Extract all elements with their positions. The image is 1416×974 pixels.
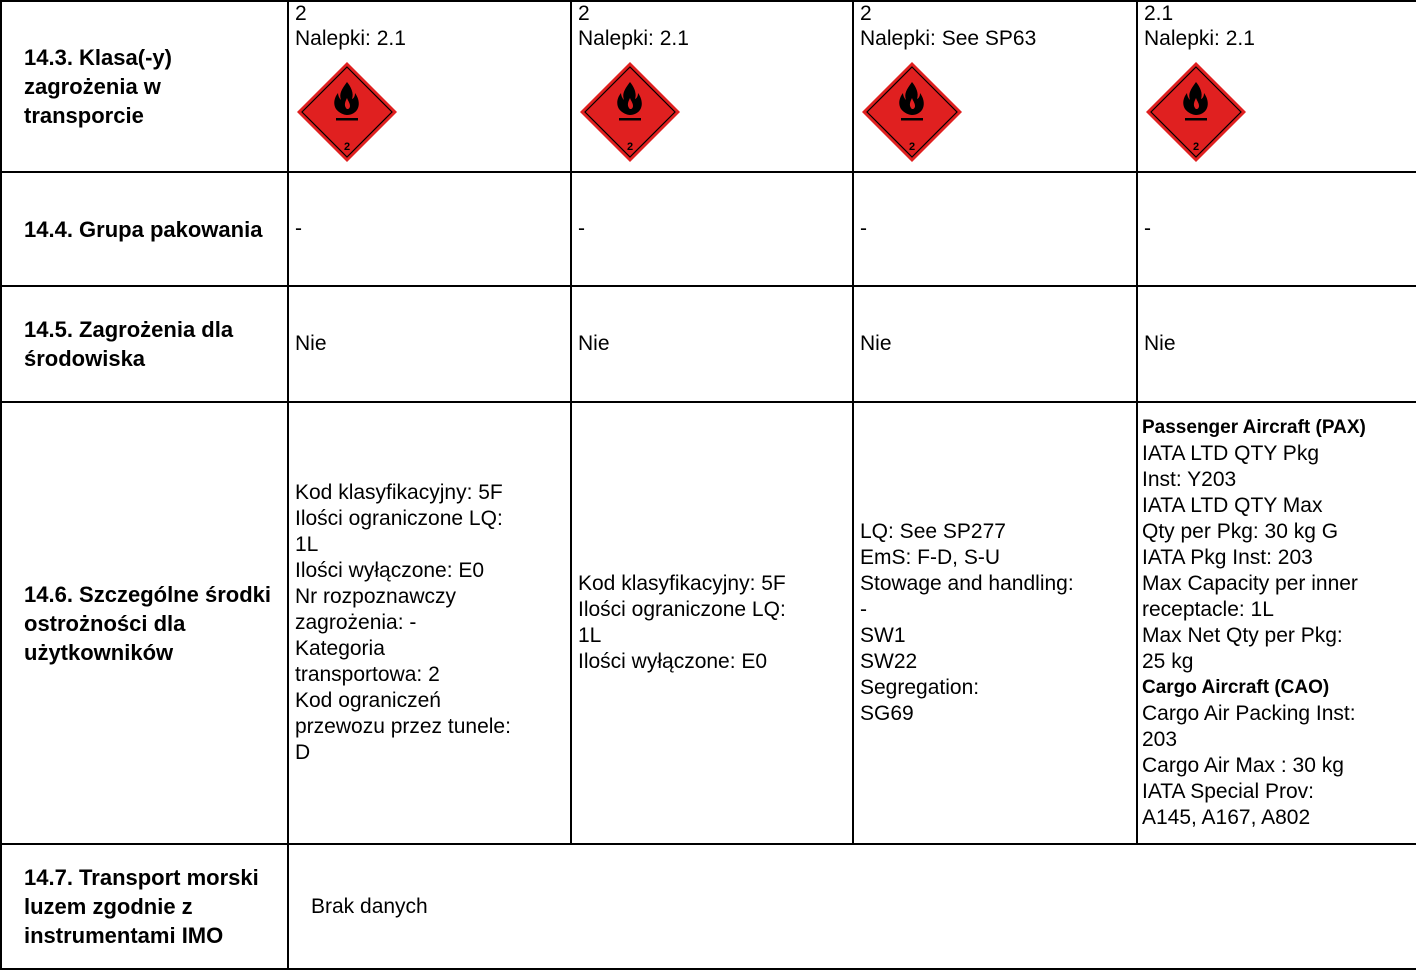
text-line: IATA LTD QTY Max	[1142, 494, 1323, 517]
text-line: 25 kg	[1142, 650, 1194, 673]
labels-value: Nalepki: 2.1	[578, 27, 689, 50]
bulk-transport-value	[288, 844, 1416, 969]
row-environmental-hazards	[1, 286, 1416, 402]
text-line: A145, A167, A802	[1142, 806, 1311, 829]
text-line: EmS: F-D, S-U	[860, 546, 1000, 569]
special-precautions-col1	[288, 402, 571, 844]
text-line: Kod klasyfikacyjny: 5F	[295, 481, 503, 504]
class-value: 2.1	[1144, 2, 1174, 25]
text-line: Kod klasyfikacyjny: 5F	[578, 572, 786, 595]
text-line: 1L	[578, 624, 602, 647]
text-line: Max Capacity per inner	[1142, 572, 1358, 595]
environmental-hazards-label: 14.5. Zagrożenia dla środowiska	[1, 286, 288, 402]
text-line: -	[860, 598, 867, 621]
environmental-hazards-value: Nie	[853, 286, 1137, 402]
text-line: 203	[1142, 728, 1178, 751]
hazard-class-cell	[1137, 1, 1416, 172]
text-line: Segregation:	[860, 676, 980, 699]
text-line: D	[295, 741, 311, 764]
text-line: Kategoria	[295, 637, 385, 660]
text-line: IATA Special Prov:	[1142, 780, 1314, 803]
text-line: zagrożenia: -	[295, 611, 417, 634]
text-line: Ilości wyłączone: E0	[295, 559, 485, 582]
labels-value: Nalepki: 2.1	[295, 27, 406, 50]
flame-base	[901, 118, 923, 121]
text-line: transportowa: 2	[295, 663, 440, 686]
hazard-class-cell	[571, 1, 853, 172]
text-line: SG69	[860, 702, 914, 725]
row-bulk-transport	[1, 844, 1416, 969]
class-value: 2	[295, 2, 307, 25]
hazard-class-cell	[288, 1, 571, 172]
environmental-hazards-value: Nie	[1137, 286, 1416, 402]
flame-base	[1185, 118, 1207, 121]
packing-group-value: -	[853, 172, 1137, 286]
row-special-precautions	[1, 402, 1416, 844]
text-line: SW22	[860, 650, 918, 673]
flammable-gas-diamond-icon	[295, 60, 399, 164]
flammable-gas-diamond-icon	[578, 60, 682, 164]
cao-heading: Cargo Aircraft (CAO)	[1142, 677, 1330, 698]
special-precautions-col2	[571, 402, 853, 844]
flammable-gas-diamond-icon	[860, 60, 964, 164]
flammable-gas-diamond-icon	[1144, 60, 1248, 164]
class-value: 2	[578, 2, 590, 25]
hazard-class-label: 14.3. Klasa(-y) zagrożenia w transporcie	[1, 1, 288, 172]
text-line: receptacle: 1L	[1142, 598, 1274, 621]
text-line: przewozu przez tunele:	[295, 715, 511, 738]
text-line: Nr rozpoznawczy	[295, 585, 457, 608]
text-line: Stowage and handling:	[860, 572, 1074, 595]
row-packing-group	[1, 172, 1416, 286]
text-line: Cargo Air Max : 30 kg	[1142, 754, 1344, 777]
packing-group-value: -	[571, 172, 853, 286]
placard-number: 2	[343, 141, 351, 153]
special-precautions-col3	[853, 402, 1137, 844]
hazard-class-cell	[853, 1, 1137, 172]
flame-base	[619, 118, 641, 121]
environmental-hazards-value: Nie	[571, 286, 853, 402]
text-line: 1L	[295, 533, 319, 556]
text-line: IATA Pkg Inst: 203	[1142, 546, 1313, 569]
special-precautions-col4	[1137, 402, 1416, 844]
text-line: Ilości wyłączone: E0	[578, 650, 768, 673]
text-line: Kod ograniczeń	[295, 689, 441, 712]
text-line: Cargo Air Packing Inst:	[1142, 702, 1356, 725]
text-line: Ilości ograniczone LQ:	[295, 507, 503, 530]
packing-group-label: 14.4. Grupa pakowania	[1, 172, 288, 286]
pax-heading: Passenger Aircraft (PAX)	[1142, 417, 1366, 438]
bulk-transport-text: Brak danych	[311, 894, 428, 918]
text-line: Ilości ograniczone LQ:	[578, 598, 786, 621]
text-line: LQ: See SP277	[860, 520, 1006, 543]
flame-base	[336, 118, 358, 121]
text-line: Qty per Pkg: 30 kg G	[1142, 520, 1339, 543]
labels-value: Nalepki: 2.1	[1144, 27, 1255, 50]
text-line: IATA LTD QTY Pkg	[1142, 442, 1319, 465]
special-precautions-label: 14.6. Szczególne środki ostrożności dla użytkowników	[1, 402, 288, 844]
labels-value: Nalepki: See SP63	[860, 27, 1037, 50]
environmental-hazards-value: Nie	[288, 286, 571, 402]
bulk-transport-label: 14.7. Transport morski luzem zgodnie z instrumentami IMO	[1, 844, 288, 969]
text-line: Max Net Qty per Pkg:	[1142, 624, 1343, 647]
packing-group-value: -	[288, 172, 571, 286]
placard-number: 2	[908, 141, 916, 153]
row-hazard-class	[1, 1, 1416, 172]
text-line: SW1	[860, 624, 906, 647]
placard-number: 2	[626, 141, 634, 153]
placard-number: 2	[1192, 141, 1200, 153]
text-line: Inst: Y203	[1142, 468, 1237, 491]
packing-group-value: -	[1137, 172, 1416, 286]
class-value: 2	[860, 2, 872, 25]
